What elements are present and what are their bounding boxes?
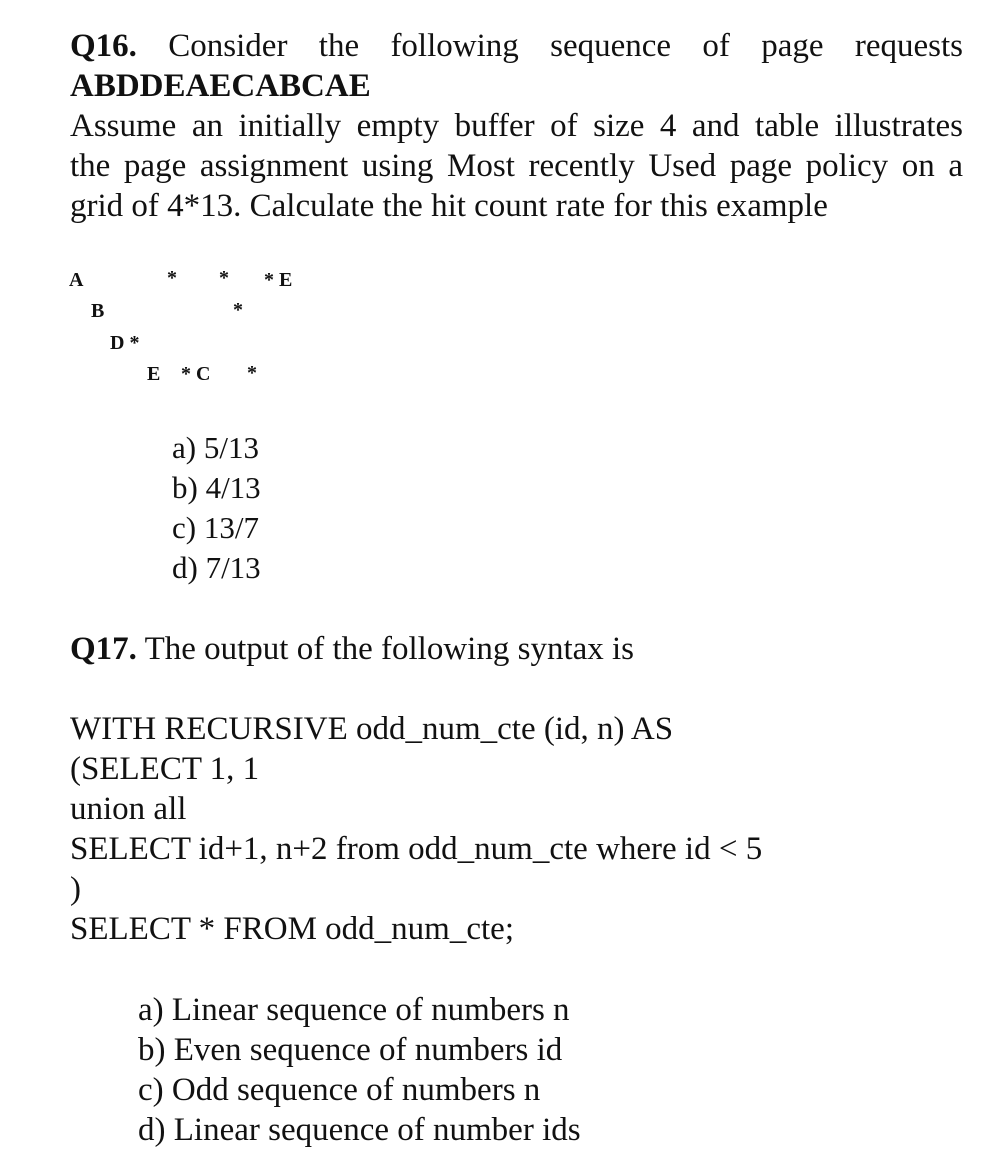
q16-option-b: b) 4/13: [172, 470, 261, 505]
q17-code-line-3: union all: [70, 791, 187, 827]
q16-body-line-2: the page assignment using Most recently Used page policy on a: [70, 148, 963, 184]
q17-title-text: The output of the following syntax is: [136, 631, 635, 667]
grid-cell: B: [91, 300, 105, 322]
q17-code-line-6: SELECT * FROM odd_num_cte;: [70, 911, 514, 947]
q16-intro-text: Consider the following sequence of page requests: [168, 28, 964, 64]
q16-body-line-1: Assume an initially empty buffer of size 4 and table illustrates: [70, 108, 963, 144]
q16-option-d: d) 7/13: [172, 550, 261, 585]
q16-number: Q16.: [70, 28, 137, 64]
grid-cell: E: [147, 363, 161, 385]
q17-code-line-5: ): [70, 871, 81, 907]
q16-body: [70, 106, 963, 226]
grid-cell: *: [219, 267, 229, 289]
grid-cell: D *: [110, 332, 140, 354]
q17-option-c: c) Odd sequence of numbers n: [138, 1072, 541, 1108]
q17-code-line-1: WITH RECURSIVE odd_num_cte (id, n) AS: [70, 711, 674, 747]
grid-cell: *: [167, 267, 177, 289]
grid-cell: A: [69, 269, 84, 291]
q17-option-d: d) Linear sequence of number ids: [138, 1112, 581, 1148]
q17-code-line-4: SELECT id+1, n+2 from odd_num_cte where id < 5: [70, 831, 763, 867]
q16-first-line: [70, 26, 963, 66]
q16-sequence: ABDDEAECABCAE: [70, 68, 371, 104]
grid-cell: *: [247, 362, 257, 384]
grid-cell: * E: [264, 269, 293, 291]
q16-option-c: c) 13/7: [172, 510, 259, 545]
q17-option-a: a) Linear sequence of numbers n: [138, 992, 570, 1028]
q17-code-line-2: (SELECT 1, 1: [70, 751, 260, 787]
q17-number: Q17.: [70, 631, 137, 667]
grid-cell: * C: [181, 363, 211, 385]
q16-body-line-3: grid of 4*13. Calculate the hit count rate for this example: [70, 188, 828, 224]
q17-title: [70, 629, 634, 669]
q17-option-b: b) Even sequence of numbers id: [138, 1032, 563, 1068]
q16-option-a: a) 5/13: [172, 430, 259, 465]
grid-cell: *: [233, 299, 243, 321]
